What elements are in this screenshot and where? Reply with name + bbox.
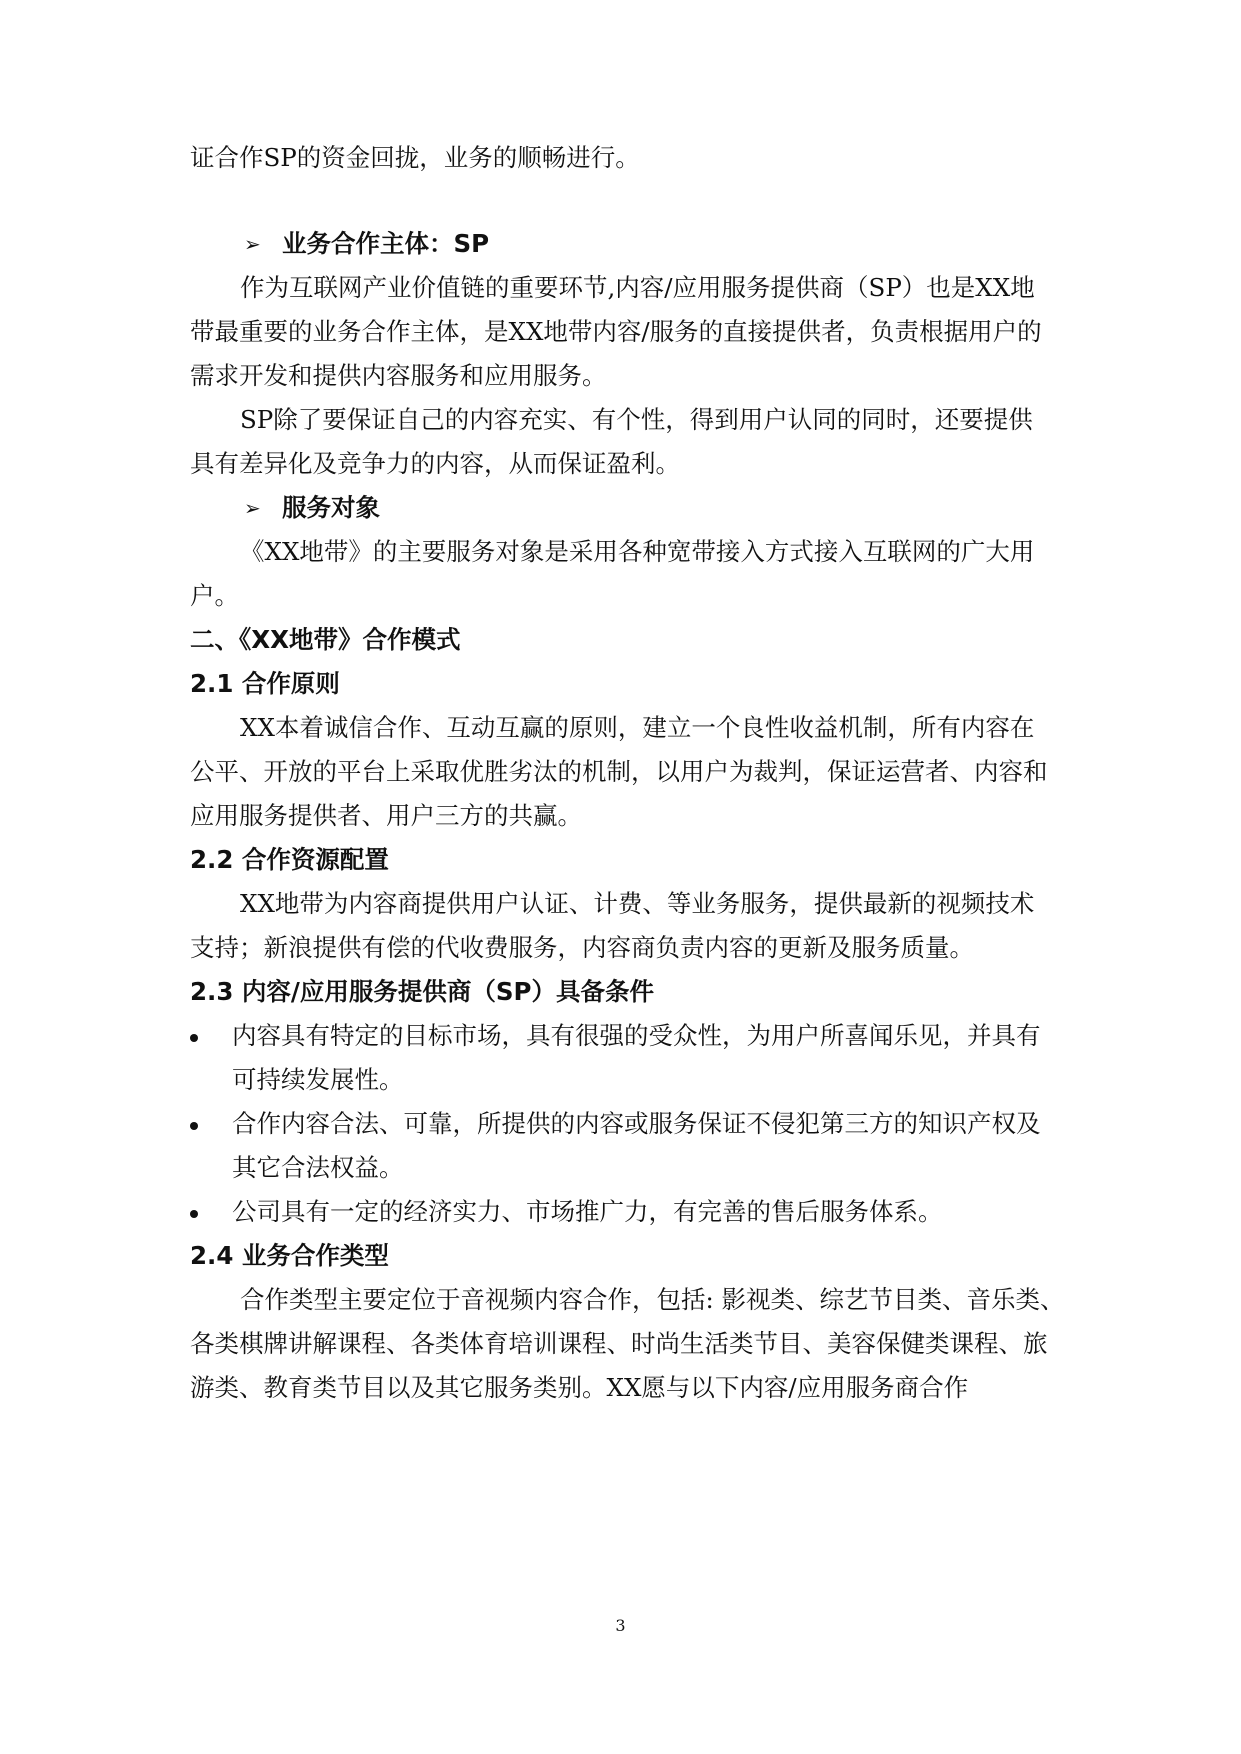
paragraph-line: 各类棋牌讲解课程、各类体育培训课程、时尚生活类节目、美容保健类课程、旅: [190, 1329, 1048, 1358]
section-heading: 二、《XX地带》合作模式: [190, 625, 461, 654]
paragraph-line: 支持；新浪提供有偿的代收费服务，内容商负责内容的更新及服务质量。: [190, 933, 974, 962]
paragraph-line: SP除了要保证自己的内容充实、有个性，得到用户认同的同时，还要提供: [240, 405, 1033, 434]
subheading-sp: 业务合作主体：SP: [282, 229, 490, 258]
paragraph-line: 带最重要的业务合作主体，是XX地带内容/服务的直接提供者，负责根据用户的: [190, 317, 1042, 346]
paragraph-line: 具有差异化及竞争力的内容，从而保证盈利。: [190, 449, 680, 478]
paragraph-line: 公平、开放的平台上采取优胜劣汰的机制，以用户为裁判，保证运营者、内容和: [190, 757, 1048, 786]
subsection-heading: 2.2 合作资源配置: [190, 845, 389, 874]
paragraph-line: 户。: [190, 581, 239, 610]
page-number: 3: [615, 1616, 626, 1635]
paragraph-line: 需求开发和提供内容服务和应用服务。: [190, 361, 607, 390]
paragraph-line: 《XX地带》的主要服务对象是采用各种宽带接入方式接入互联网的广大用: [240, 537, 1035, 566]
arrow-bullet-icon: ➢: [244, 232, 261, 256]
paragraph-line: 作为互联网产业价值链的重要环节,内容/应用服务提供商（SP）也是XX地: [240, 273, 1035, 302]
paragraph-line: XX地带为内容商提供用户认证、计费、等业务服务，提供最新的视频技术: [240, 889, 1035, 918]
list-item-line: 内容具有特定的目标市场，具有很强的受众性，为用户所喜闻乐见，并具有: [232, 1021, 1041, 1050]
subheading-service-object: 服务对象: [282, 493, 380, 522]
paragraph-line: XX本着诚信合作、互动互赢的原则，建立一个良性收益机制，所有内容在: [240, 713, 1035, 742]
paragraph-line: 游类、教育类节目以及其它服务类别。XX愿与以下内容/应用服务商合作: [190, 1373, 969, 1402]
bullet-icon: [190, 1122, 198, 1130]
list-item-line: 其它合法权益。: [232, 1153, 404, 1182]
paragraph-line: 应用服务提供者、用户三方的共赢。: [190, 801, 582, 830]
bullet-icon: [190, 1210, 198, 1218]
list-item-line: 可持续发展性。: [232, 1065, 404, 1094]
paragraph-line: 合作类型主要定位于音视频内容合作，包括: 影视类、综艺节目类、音乐类、: [240, 1285, 1065, 1314]
arrow-bullet-icon: ➢: [244, 496, 261, 520]
paragraph-line: 证合作SP的资金回拢，业务的顺畅进行。: [190, 143, 640, 172]
subsection-heading: 2.4 业务合作类型: [190, 1241, 389, 1270]
subsection-heading: 2.3 内容/应用服务提供商（SP）具备条件: [190, 977, 654, 1006]
list-item-line: 公司具有一定的经济实力、市场推广力，有完善的售后服务体系。: [232, 1197, 943, 1226]
list-item-line: 合作内容合法、可靠，所提供的内容或服务保证不侵犯第三方的知识产权及: [232, 1109, 1041, 1138]
subsection-heading: 2.1 合作原则: [190, 669, 340, 698]
bullet-icon: [190, 1034, 198, 1042]
